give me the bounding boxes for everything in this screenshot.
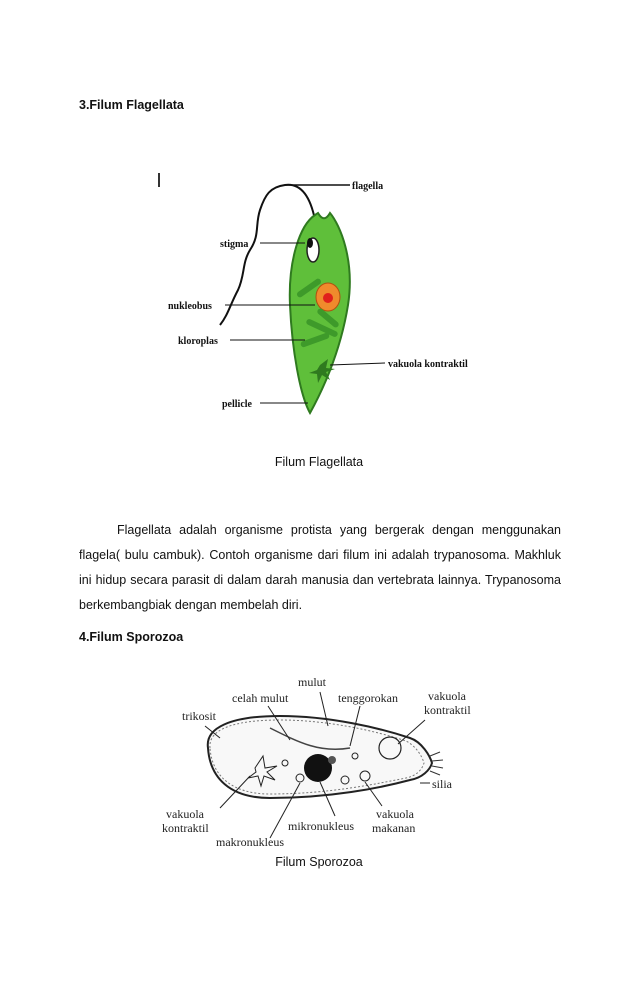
label-stigma: stigma — [220, 239, 249, 250]
label-vakuola-kontraktil: vakuola kontraktil — [388, 359, 468, 370]
label-silia: silia — [432, 777, 452, 791]
label-vakuola-kontraktil-top-2: kontraktil — [424, 703, 471, 717]
label-celah-mulut: celah mulut — [232, 691, 289, 705]
section-heading-flagellata: 3.Filum Flagellata — [79, 98, 184, 112]
label-kloroplas: kloroplas — [178, 336, 218, 347]
label-vakuola-kontraktil-bottom-1: vakuola — [166, 807, 204, 821]
flagellata-figure — [150, 165, 490, 425]
sporozoa-figure — [160, 668, 480, 853]
label-mulut: mulut — [298, 675, 327, 689]
label-tenggorokan: tenggorokan — [338, 691, 398, 705]
label-nukleus: nukleobus — [168, 301, 212, 312]
section-heading-sporozoa: 4.Filum Sporozoa — [79, 630, 184, 644]
label-vakuola-kontraktil-top-1: vakuola — [428, 689, 466, 703]
label-makronukleus: makronukleus — [216, 835, 284, 849]
label-vakuola-kontraktil-bottom-2: kontraktil — [162, 821, 209, 835]
label-mikronukleus: mikronukleus — [288, 819, 354, 833]
label-vakuola-makanan-2: makanan — [372, 821, 416, 835]
caption-flagellata: Filum Flagellata — [274, 455, 364, 469]
label-pellicle: pellicle — [222, 399, 252, 410]
caption-sporozoa: Filum Sporozoa — [275, 855, 363, 869]
paragraph-flagellata: Flagellata adalah organisme protista yang bergerak dengan menggunakan flagela( bulu cambuk). Contoh organisme dari filum ini adalah trypanosoma. Makhluk ini hidup secara parasit di dalam darah manusia dan vertebrata lainnya. Trypanosoma berkembangbiak dengan membelah diri. — [79, 523, 561, 612]
label-vakuola-makanan-1: vakuola — [376, 807, 414, 821]
label-flagella: flagella — [352, 181, 384, 192]
label-trikosit: trikosit — [182, 709, 217, 723]
